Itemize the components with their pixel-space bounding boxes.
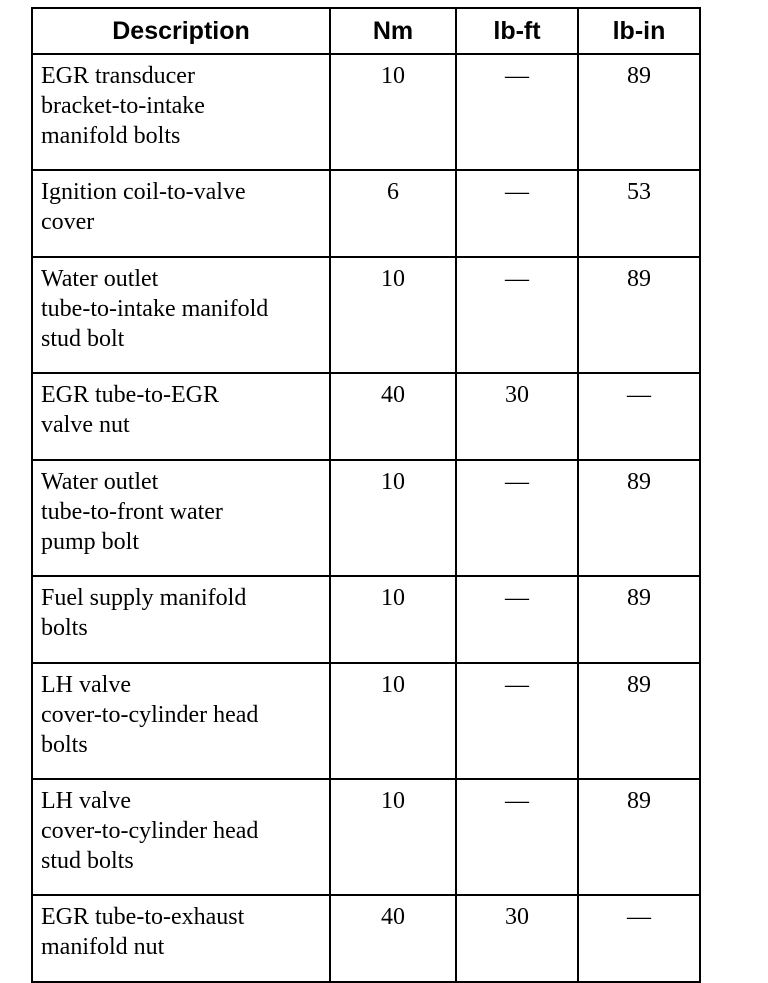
description-line: tube-to-front water bbox=[41, 499, 223, 525]
cell-lb-in: 53 bbox=[578, 170, 700, 257]
description-line: Ignition coil-to-valve bbox=[41, 179, 246, 205]
cell-nm: 10 bbox=[330, 576, 456, 663]
cell-lb-in: 89 bbox=[578, 257, 700, 373]
description-line: Water outlet bbox=[41, 266, 159, 292]
cell-lb-ft: — bbox=[456, 170, 578, 257]
cell-lb-in: 89 bbox=[578, 576, 700, 663]
table-header-row bbox=[32, 8, 700, 54]
table-row bbox=[32, 576, 700, 663]
description-line: EGR transducer bbox=[41, 63, 195, 89]
description-line: Water outlet bbox=[41, 469, 159, 495]
description-line: tube-to-intake manifold bbox=[41, 296, 269, 322]
cell-nm: 10 bbox=[330, 663, 456, 779]
cell-description bbox=[32, 895, 330, 982]
header-lb-in: lb-in bbox=[578, 8, 700, 54]
cell-description bbox=[32, 663, 330, 779]
cell-nm: 6 bbox=[330, 170, 456, 257]
cell-description bbox=[32, 373, 330, 460]
description-line: cover-to-cylinder head bbox=[41, 818, 259, 844]
cell-description bbox=[32, 54, 330, 170]
description-line: stud bolts bbox=[41, 848, 134, 874]
description-line: cover-to-cylinder head bbox=[41, 702, 259, 728]
description-line: Fuel supply manifold bbox=[41, 585, 247, 611]
table-row bbox=[32, 779, 700, 895]
description-line: manifold nut bbox=[41, 934, 165, 960]
cell-nm: 10 bbox=[330, 54, 456, 170]
cell-lb-in: — bbox=[578, 373, 700, 460]
cell-lb-in: 89 bbox=[578, 663, 700, 779]
cell-description bbox=[32, 460, 330, 576]
cell-lb-ft: 30 bbox=[456, 895, 578, 982]
description-line: bolts bbox=[41, 732, 88, 758]
cell-lb-ft: — bbox=[456, 54, 578, 170]
cell-description bbox=[32, 779, 330, 895]
cell-nm: 40 bbox=[330, 373, 456, 460]
description-line: LH valve bbox=[41, 788, 131, 814]
cell-lb-in: 89 bbox=[578, 54, 700, 170]
cell-nm: 40 bbox=[330, 895, 456, 982]
description-line: LH valve bbox=[41, 672, 131, 698]
cell-description bbox=[32, 257, 330, 373]
cell-lb-ft: — bbox=[456, 576, 578, 663]
table-row bbox=[32, 460, 700, 576]
table-row bbox=[32, 170, 700, 257]
description-line: bolts bbox=[41, 615, 88, 641]
torque-spec-table bbox=[31, 7, 701, 983]
description-line: EGR tube-to-EGR bbox=[41, 382, 219, 408]
description-line: pump bolt bbox=[41, 529, 140, 555]
table-row bbox=[32, 663, 700, 779]
description-line: stud bolt bbox=[41, 326, 125, 352]
cell-nm: 10 bbox=[330, 779, 456, 895]
table-row bbox=[32, 895, 700, 982]
cell-lb-in: 89 bbox=[578, 779, 700, 895]
table-row bbox=[32, 257, 700, 373]
cell-lb-ft: — bbox=[456, 460, 578, 576]
cell-description bbox=[32, 576, 330, 663]
cell-nm: 10 bbox=[330, 257, 456, 373]
description-line: valve nut bbox=[41, 412, 130, 438]
header-description: Description bbox=[32, 8, 330, 54]
cell-lb-ft: — bbox=[456, 257, 578, 373]
description-line: EGR tube-to-exhaust bbox=[41, 904, 245, 930]
table-row bbox=[32, 373, 700, 460]
cell-lb-ft: 30 bbox=[456, 373, 578, 460]
cell-lb-in: — bbox=[578, 895, 700, 982]
cell-nm: 10 bbox=[330, 460, 456, 576]
description-line: cover bbox=[41, 209, 95, 235]
cell-lb-ft: — bbox=[456, 779, 578, 895]
header-lb-ft: lb-ft bbox=[456, 8, 578, 54]
description-line: manifold bolts bbox=[41, 123, 181, 149]
cell-lb-ft: — bbox=[456, 663, 578, 779]
header-nm: Nm bbox=[330, 8, 456, 54]
cell-description bbox=[32, 170, 330, 257]
cell-lb-in: 89 bbox=[578, 460, 700, 576]
table-row bbox=[32, 54, 700, 170]
description-line: bracket-to-intake bbox=[41, 93, 205, 119]
